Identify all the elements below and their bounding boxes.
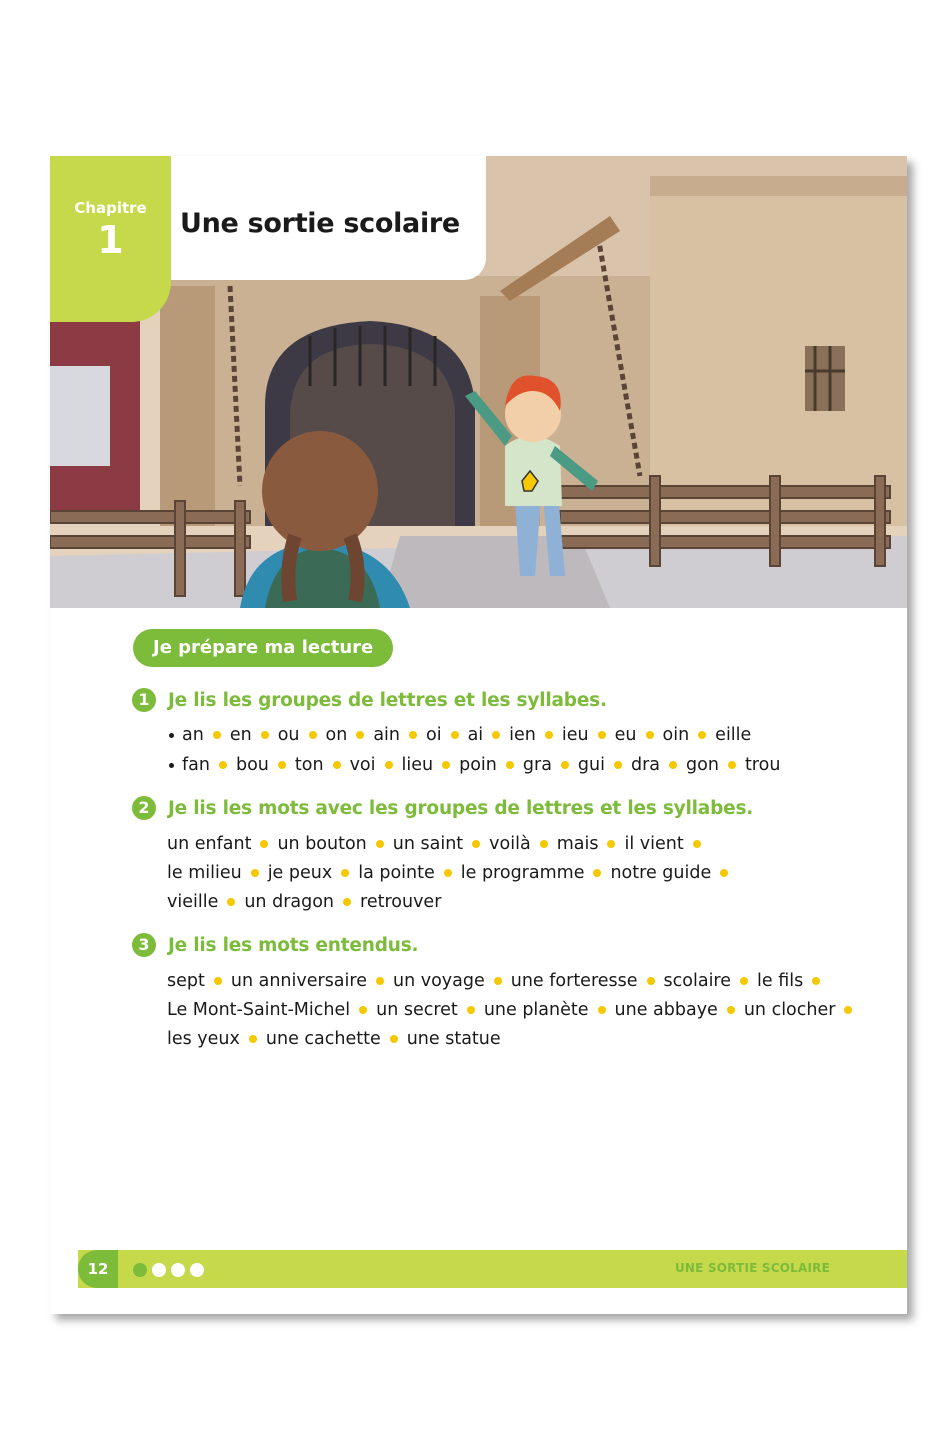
separator-dot-icon [647, 977, 655, 985]
word: le programme [460, 863, 585, 883]
separator-dot-icon [598, 1006, 606, 1014]
syllable: ien [509, 725, 536, 745]
word: les yeux [167, 1029, 240, 1049]
syllable: oi [426, 725, 442, 745]
syllable: ai [467, 725, 484, 745]
syllable: ieu [561, 725, 589, 745]
separator-dot-icon [472, 840, 480, 848]
separator-dot-icon [720, 869, 728, 877]
exercise-title: Je lis les groupes de lettres et les syllabes. [168, 690, 607, 711]
separator-dot-icon [227, 898, 235, 906]
separator-dot-icon [249, 1035, 257, 1043]
separator-dot-icon [669, 761, 677, 769]
syllable-line [167, 751, 867, 780]
separator-dot-icon [561, 761, 569, 769]
chapter-label: Chapitre [74, 199, 147, 217]
word: je peux [267, 863, 333, 883]
progress-dot-icon [152, 1263, 166, 1277]
syllable: lieu [401, 755, 434, 775]
separator-dot-icon [309, 731, 317, 739]
separator-dot-icon [261, 731, 269, 739]
bullet-icon [169, 733, 174, 738]
syllable: bou [235, 755, 269, 775]
syllable: dra [630, 755, 661, 775]
word-line [167, 1025, 867, 1054]
syllable: fan [182, 755, 210, 775]
word: une forteresse [510, 971, 638, 991]
separator-dot-icon [646, 731, 654, 739]
syllable: poin [459, 755, 497, 775]
separator-dot-icon [728, 761, 736, 769]
separator-dot-icon [598, 731, 606, 739]
separator-dot-icon [540, 840, 548, 848]
exercise-title: Je lis les mots avec les groupes de lettres et les syllabes. [168, 798, 754, 819]
separator-dot-icon [214, 977, 222, 985]
exercise-number: 3 [132, 933, 156, 957]
running-title: UNE SORTIE SCOLAIRE [674, 1261, 830, 1275]
word: scolaire [663, 971, 732, 991]
word: retrouver [360, 892, 442, 912]
separator-dot-icon [442, 761, 450, 769]
progress-dots [133, 1262, 209, 1276]
book-page [50, 156, 907, 1314]
separator-dot-icon [740, 977, 748, 985]
separator-dot-icon [812, 977, 820, 985]
separator-dot-icon [693, 840, 701, 848]
separator-dot-icon [343, 898, 351, 906]
separator-dot-icon [614, 761, 622, 769]
word: un anniversaire [230, 971, 367, 991]
exercise-number: 2 [132, 796, 156, 820]
exercise-number: 1 [132, 688, 156, 712]
syllable: ton [294, 755, 324, 775]
word: une abbaye [614, 1000, 718, 1020]
exercise-1 [132, 688, 832, 780]
syllable: oin [662, 725, 690, 745]
word: un enfant [167, 834, 252, 854]
word: un bouton [277, 834, 367, 854]
word: un voyage [392, 971, 485, 991]
exercise-title: Je lis les mots entendus. [168, 935, 419, 956]
progress-dot-icon [190, 1263, 204, 1277]
separator-dot-icon [390, 1035, 398, 1043]
progress-dot-icon [133, 1263, 147, 1277]
syllable: voi [349, 755, 376, 775]
word-line [167, 830, 867, 859]
separator-dot-icon [260, 840, 268, 848]
syllable: trou [744, 755, 781, 775]
separator-dot-icon [219, 761, 227, 769]
separator-dot-icon [451, 731, 459, 739]
syllable: an [182, 725, 204, 745]
separator-dot-icon [341, 869, 349, 877]
syllable-line [167, 721, 867, 750]
separator-dot-icon [251, 869, 259, 877]
syllable: on [325, 725, 348, 745]
word-line [167, 996, 867, 1025]
separator-dot-icon [492, 731, 500, 739]
word: une planète [483, 1000, 589, 1020]
section-heading: Je prépare ma lecture [133, 629, 393, 667]
word: le fils [757, 971, 804, 991]
word: le milieu [167, 863, 242, 883]
separator-dot-icon [359, 1006, 367, 1014]
chapter-title: Une sortie scolaire [180, 208, 460, 239]
chapter-number: 1 [97, 218, 124, 262]
word: mais [556, 834, 599, 854]
word: un dragon [244, 892, 335, 912]
syllable: gra [522, 755, 552, 775]
separator-dot-icon [607, 840, 615, 848]
word: la pointe [358, 863, 435, 883]
syllable: eille [715, 725, 752, 745]
word: voilà [489, 834, 531, 854]
word: Le Mont-Saint-Michel [167, 1000, 351, 1020]
separator-dot-icon [444, 869, 452, 877]
word: une cachette [265, 1029, 381, 1049]
syllable: ain [373, 725, 400, 745]
word-line [167, 859, 867, 888]
word-line [167, 967, 867, 996]
page-number: 12 [78, 1250, 118, 1288]
syllable: ou [277, 725, 300, 745]
separator-dot-icon [467, 1006, 475, 1014]
bullet-icon [169, 763, 174, 768]
separator-dot-icon [593, 869, 601, 877]
separator-dot-icon [494, 977, 502, 985]
word: un secret [376, 1000, 458, 1020]
separator-dot-icon [376, 840, 384, 848]
word: sept [167, 971, 205, 991]
word: un saint [392, 834, 464, 854]
chapter-badge [50, 156, 171, 322]
separator-dot-icon [844, 1006, 852, 1014]
word-line [167, 888, 867, 917]
separator-dot-icon [506, 761, 514, 769]
word: il vient [624, 834, 684, 854]
separator-dot-icon [333, 761, 341, 769]
separator-dot-icon [213, 731, 221, 739]
word: un clocher [743, 1000, 836, 1020]
exercise-3 [132, 933, 836, 1054]
separator-dot-icon [385, 761, 393, 769]
separator-dot-icon [545, 731, 553, 739]
word: notre guide [610, 863, 712, 883]
separator-dot-icon [698, 731, 706, 739]
separator-dot-icon [278, 761, 286, 769]
syllable: gui [577, 755, 605, 775]
exercise-2 [132, 796, 832, 917]
syllable: en [229, 725, 252, 745]
separator-dot-icon [409, 731, 417, 739]
syllable: gon [686, 755, 719, 775]
word: vieille [167, 892, 219, 912]
word: une statue [406, 1029, 501, 1049]
separator-dot-icon [727, 1006, 735, 1014]
separator-dot-icon [356, 731, 364, 739]
separator-dot-icon [376, 977, 384, 985]
syllable: eu [614, 725, 637, 745]
progress-dot-icon [171, 1263, 185, 1277]
